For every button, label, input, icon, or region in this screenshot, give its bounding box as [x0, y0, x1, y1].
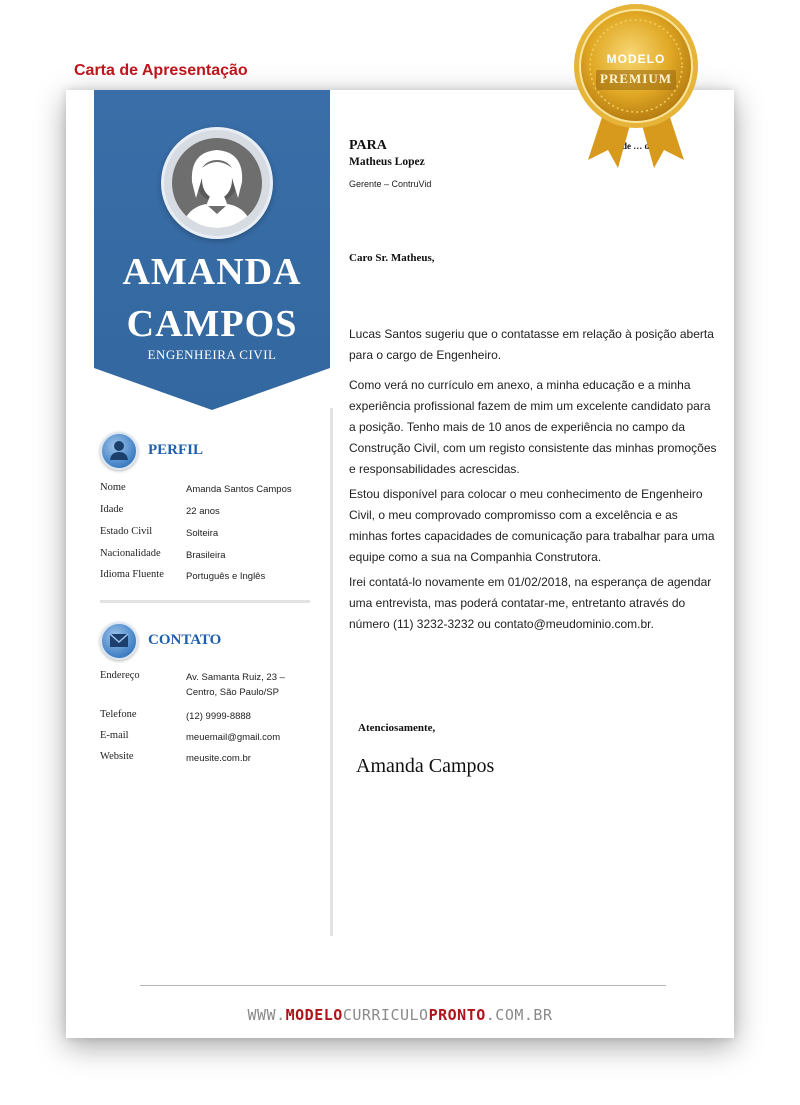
closing: Atenciosamente, [358, 722, 436, 734]
contato-row-email [100, 730, 320, 748]
perfil-row-idade [100, 504, 320, 522]
info-label: Website [100, 751, 134, 762]
footer-part: WWW. [247, 1006, 286, 1024]
footer-part: MODELO [285, 1006, 343, 1024]
badge-label-modelo: MODELO [606, 52, 666, 66]
contato-section-header [100, 622, 320, 662]
footer-part: .COM.BR [485, 1006, 553, 1024]
letter-paragraph: Como verá no currículo em anexo, a minha educação e a minha experiência profissional fazem de mim um excelente candidato para a posição. Tenho mais de 10 anos de experiência no campo da Construção Civil, com um registo consistente das minhas promoções e responsabilidades acrescidas. [349, 378, 717, 476]
info-value: Amanda Santos Campos [186, 484, 292, 495]
contato-row-endereco [100, 670, 320, 702]
info-value: Português e Inglês [186, 571, 266, 582]
last-name: CAMPOS [126, 303, 298, 345]
page-title: Carta de Apresentação [74, 62, 248, 79]
info-value: Solteira [186, 528, 219, 539]
job-role: ENGENHEIRA CIVIL [147, 347, 277, 362]
letter-paragraph: Estou disponível para colocar o meu conhecimento de Engenheiro Civil, o meu comprovado compromisso com a excelência e as minhas fortes capacidades de comunicação para trabalhar para uma equipe como a sua na Companhia Construtora. [349, 487, 715, 564]
contato-title: CONTATO [148, 632, 222, 648]
column-divider [330, 408, 333, 936]
info-value: Brasileira [186, 550, 226, 561]
info-label: Idade [100, 504, 124, 515]
info-label: Nome [100, 482, 126, 493]
letter-paragraph: Lucas Santos sugeriu que o contatasse em relação à posição aberta para o cargo de Engenheiro. [349, 327, 714, 362]
contato-row-website [100, 751, 320, 769]
letter-date: de … [622, 141, 643, 151]
person-icon [100, 432, 138, 470]
recipient-role: Gerente – ContruVid [349, 179, 432, 189]
perfil-row-idioma [100, 569, 320, 587]
section-divider [100, 600, 310, 603]
avatar [161, 127, 273, 239]
contato-row-telefone [100, 709, 320, 727]
info-label: E-mail [100, 730, 129, 741]
footer-part: PRONTO [428, 1006, 486, 1024]
envelope-icon [100, 622, 138, 660]
salutation: Caro Sr. Matheus, [349, 252, 435, 264]
footer-divider [140, 985, 666, 986]
info-label: Nacionalidade [100, 548, 161, 559]
info-value: meusite.com.br [186, 753, 251, 764]
info-value: Av. Samanta Ruiz, 23 – Centro, São Paulo/SP [186, 672, 285, 698]
badge-label-premium: PREMIUM [600, 71, 672, 86]
perfil-row-nome [100, 482, 320, 500]
letter-heading: PARA [349, 138, 387, 153]
name-banner [94, 90, 330, 410]
info-label: Telefone [100, 709, 137, 720]
info-value: 22 anos [186, 506, 220, 517]
perfil-row-estado-civil [100, 526, 320, 544]
footer-website[interactable] [66, 1006, 734, 1024]
letter-paragraph: Irei contatá-lo novamente em 01/02/2018, na esperança de agendar uma entrevista, mas poderá contatar-me, entretanto através do número (11) 3232-3232 ou contato@meudominio.com.br. [349, 575, 712, 631]
info-label: Idioma Fluente [100, 569, 164, 580]
premium-badge [566, 0, 706, 170]
perfil-title: PERFIL [148, 442, 204, 458]
info-label: Endereço [100, 670, 140, 681]
recipient-name: Matheus Lopez [349, 156, 425, 168]
resume-paper [66, 90, 734, 1038]
first-name: AMANDA [122, 251, 302, 293]
info-value: meuemail@gmail.com [186, 732, 281, 743]
footer-part: CURRICULO [342, 1006, 429, 1024]
signature: Amanda Campos [356, 755, 495, 777]
perfil-row-nacionalidade [100, 548, 320, 566]
info-value: (12) 9999-8888 [186, 711, 251, 722]
perfil-section-header [100, 432, 320, 472]
woman-silhouette-icon [172, 138, 262, 228]
info-label: Estado Civil [100, 526, 153, 537]
